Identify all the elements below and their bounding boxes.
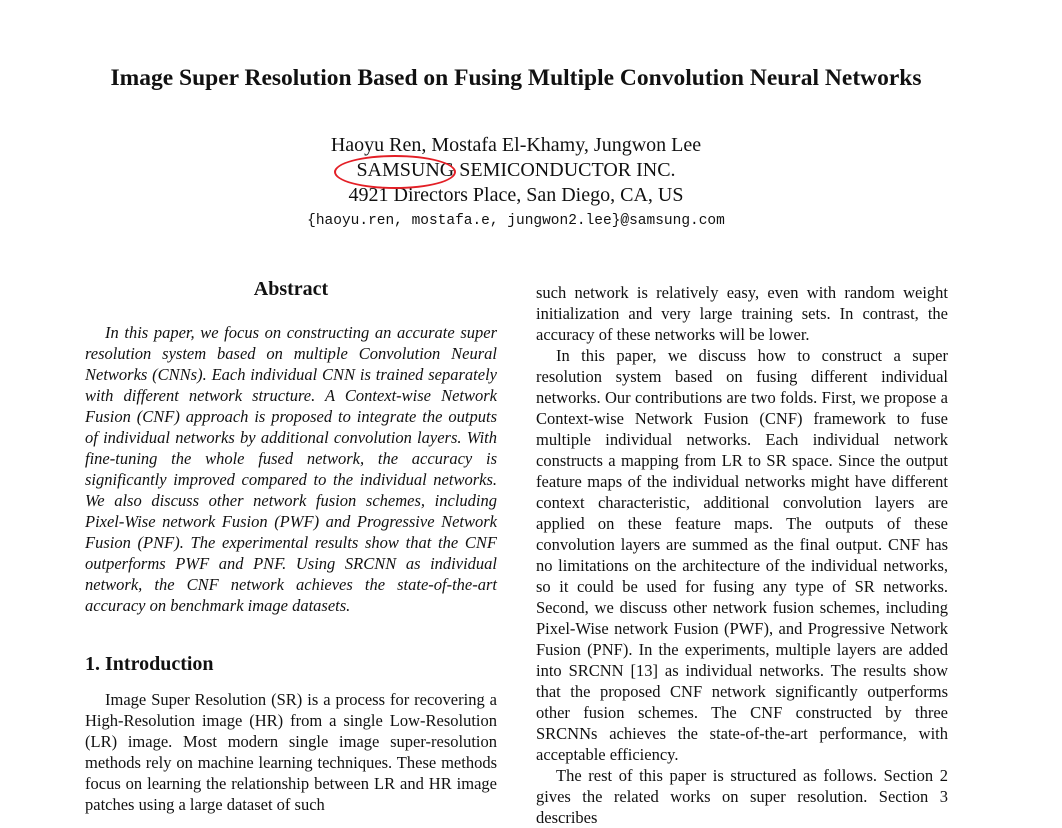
affiliation: SAMSUNG SEMICONDUCTOR INC. <box>356 159 676 181</box>
intro-paragraph-1: Image Super Resolution (SR) is a process for recovering a High-Resolution image (HR) from a single Low-Resolution (LR) image. Most modern single image super-resolution methods rely on machine learning techniques. These methods focus on learning the relationship between LR and HR image patches using a large dataset of such <box>85 690 497 814</box>
right-paragraph-1: such network is relatively easy, even with random weight initialization and very large training sets. In contrast, the accuracy of these networks will be lower. <box>536 283 948 344</box>
authors: Haoyu Ren, Mostafa El-Khamy, Jungwon Lee <box>330 134 702 156</box>
section-heading-introduction: 1. Introduction <box>85 653 214 675</box>
right-paragraph-2: In this paper, we discuss how to construct a super resolution system based on fusing different individual networks. Our contributions are two folds. First, we propose a Context-wise Network Fusion (CNF) framework to fuse multiple individual networks. Each individual network constructs a mapping from LR to SR space. Since the output feature maps of the individual networks might have different context characteristic, additional convolution layers are applied on these feature maps. The outputs of these convolution layers are summed as the final output. CNF has no limitations on the architecture of the individual networks, so it could be used for fusing any type of SR networks. Second, we discuss other network fusion schemes, including Pixel-Wise network Fusion (PWF), and Progressive Network Fusion (PNF). In the experiments, multiple layers are added into SRCNN [13] as individual networks. The results show that the proposed CNF network significantly outperforms other fusion schemes. The CNF constructed by three SRCNNs achieves the state-of-the-art performance, with acceptable efficiency. <box>536 346 948 764</box>
author-block <box>0 133 1032 234</box>
email: {haoyu.ren, mostafa.e, jungwon2.lee}@samsung.com <box>307 213 725 229</box>
address: 4921 Directors Place, San Diego, CA, US <box>348 184 684 206</box>
right-column <box>536 282 948 828</box>
abstract-heading: Abstract <box>253 278 329 300</box>
right-paragraph-3: The rest of this paper is structured as follows. Section 2 gives the related works on super resolution. Section 3 describes <box>536 766 948 827</box>
abstract-text: In this paper, we focus on constructing an accurate super resolution system based on multiple Convolution Neural Networks (CNNs). Each individual CNN is trained separately with different network structure. A Context-wise Network Fusion (CNF) approach is proposed to integrate the outputs of individual networks by additional convolution layers. With fine-tuning the whole fused network, the accuracy is significantly improved compared to the individual networks. We also discuss other network fusion schemes, including Pixel-Wise network Fusion (PWF) and Progressive Network Fusion (PNF). The experimental results show that the CNF outperforms PWF and PNF. Using SRCNN as individual network, the CNF network achieves the state-of-the-art accuracy on benchmark image datasets. <box>85 323 497 615</box>
paper-title: Image Super Resolution Based on Fusing Multiple Convolution Neural Networks <box>110 65 922 91</box>
red-circle-annotation <box>334 155 456 189</box>
